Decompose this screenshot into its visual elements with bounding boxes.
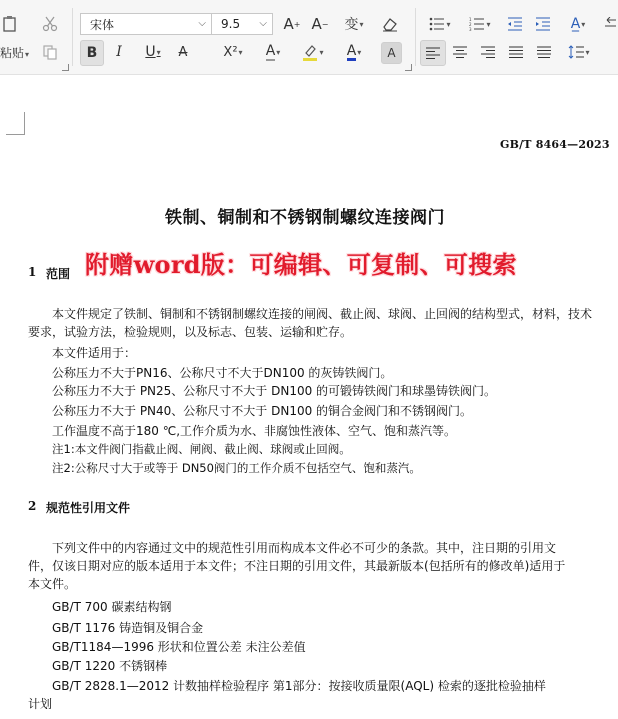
reference-item: GB/T 700 碳素结构钢	[52, 600, 172, 614]
cut-icon[interactable]	[38, 12, 62, 36]
scope-item: 公称压力不大于PN16、公称尺寸不大于DN100 的灰铸铁阀门。	[52, 366, 393, 380]
font-size-select[interactable]	[211, 13, 273, 35]
standard-number: GB/T 8464—2023	[500, 138, 610, 151]
text-direction-icon[interactable]	[602, 12, 618, 36]
chevron-down-icon: ▾	[156, 47, 161, 57]
numbering-icon	[469, 17, 485, 31]
align-right-button[interactable]	[476, 40, 500, 64]
chevron-down-icon: ▾	[276, 47, 281, 57]
superscript-label: X²	[223, 44, 238, 60]
svg-text:1: 1	[469, 17, 473, 22]
line-spacing-icon	[568, 45, 584, 59]
divider	[72, 8, 73, 66]
align-right-icon	[481, 46, 495, 58]
clear-format-button[interactable]	[378, 12, 402, 36]
font-color-label: A	[346, 42, 357, 59]
divider	[415, 8, 416, 66]
underline-label: U	[145, 44, 156, 60]
font-dialog-launcher[interactable]	[405, 64, 412, 71]
font-size-value: 9.5	[221, 17, 241, 31]
character-scale-button[interactable]: A̲ ▾	[570, 16, 586, 32]
distributed-align-button[interactable]	[532, 40, 556, 64]
font-name-select[interactable]	[80, 13, 212, 35]
chevron-down-icon: ▾	[238, 47, 243, 57]
italic-button[interactable]	[108, 40, 130, 64]
section-1-para-line: 本文件规定了铁制、铜制和不锈钢制螺纹连接的闸阀、截止阀、球阀、止回阀的结构型式，材料，技术	[52, 307, 593, 321]
text-effect-button[interactable]: A ▾	[265, 43, 281, 59]
char-shading-label: A	[387, 46, 396, 60]
bullets-icon	[429, 17, 445, 31]
ribbon-toolbar	[0, 0, 618, 75]
section-2-number: 2	[28, 499, 37, 513]
char-shading-button[interactable]	[381, 42, 402, 64]
underline-button[interactable]	[138, 40, 168, 64]
increase-indent-button[interactable]	[532, 12, 554, 36]
chevron-down-icon: ⌵	[259, 18, 267, 29]
phonetic-label: 变	[344, 17, 359, 33]
font-name-value: 宋体	[90, 17, 115, 32]
paste-icon[interactable]	[0, 12, 20, 36]
reference-item: GB/T 2828.1—2012 计数抽样检验程序 第1部分：按接收质量限(AQL) 检索的逐批检验抽样	[52, 679, 546, 693]
justify-icon	[509, 46, 523, 58]
phonetic-guide-button[interactable]	[337, 12, 371, 36]
shrink-font-button[interactable]: A −	[311, 15, 329, 33]
justify-button[interactable]	[504, 40, 528, 64]
line-spacing-button[interactable]	[562, 40, 596, 64]
grow-font-button[interactable]: A +	[283, 15, 301, 33]
highlight-button[interactable]	[296, 40, 330, 64]
note-2: 注2:公称尺寸大于或等于 DN50阀门的工作介质不包括空气、饱和蒸汽。	[52, 461, 421, 475]
reference-item-continuation: 计划	[28, 697, 53, 711]
reference-item: GB/T 1220 不锈钢棒	[52, 659, 168, 673]
note-1: 注1:本文件阀门指截止阀、闸阀、截止阀、球阀或止回阀。	[52, 442, 351, 456]
align-center-icon	[453, 46, 467, 58]
promo-banner: 附赠word版：可编辑、可复制、可搜索	[85, 250, 517, 279]
align-left-icon	[426, 47, 440, 59]
indent-icon	[535, 17, 551, 31]
decrease-indent-button[interactable]	[504, 12, 526, 36]
svg-text:3: 3	[469, 27, 473, 31]
strikethrough-button[interactable]: A	[178, 44, 188, 60]
copy-icon[interactable]	[38, 40, 62, 64]
section-1-number: 1	[28, 265, 37, 279]
paste-label: 粘贴	[0, 46, 25, 60]
eraser-icon	[382, 16, 398, 32]
chevron-down-icon: ▾	[581, 19, 586, 29]
chevron-down-icon: ⌵	[198, 18, 206, 29]
scope-item: 公称压力不大于 PN25、公称尺寸不大于 DN100 的可锻铸铁阀门和球墨铸铁阀门。	[52, 384, 497, 398]
section-2-heading: 规范性引用文件	[46, 501, 131, 515]
section-2-para-line: 下列文件中的内容通过文中的规范性引用而构成本文件必不可少的条款。其中，注日期的引用文	[52, 541, 557, 555]
chevron-down-icon: ▾	[585, 47, 590, 57]
reference-item: GB/T 1176 铸造铜及铜合金	[52, 621, 204, 635]
applies-label: 本文件适用于：	[52, 346, 137, 360]
scope-item: 公称压力不大于 PN40、公称尺寸不大于 DN100 的铜合金阀门和不锈钢阀门。	[52, 404, 473, 418]
italic-label: I	[116, 44, 122, 60]
outdent-icon	[507, 17, 523, 31]
margin-corner-marker	[6, 112, 25, 135]
chevron-down-icon: ▾	[357, 47, 362, 57]
section-2-para-line: 件，仅该日期对应的版本适用于本文件；不注日期的引用文件，其最新版本(包括所有的修改单)适用于	[28, 559, 566, 573]
chevron-down-icon: ▾	[446, 19, 451, 29]
distribute-icon	[537, 46, 551, 58]
chevron-down-icon: ▾	[359, 19, 364, 29]
section-1-heading: 范围	[46, 267, 71, 281]
document-title: 铁制、铜制和不锈钢制螺纹连接阀门	[165, 208, 445, 228]
svg-text:2: 2	[469, 22, 473, 27]
clipboard-dialog-launcher[interactable]	[62, 64, 69, 71]
align-center-button[interactable]	[448, 40, 472, 64]
bold-label: B	[86, 45, 98, 61]
font-color-button[interactable]	[337, 40, 371, 64]
align-left-button[interactable]	[420, 40, 446, 66]
bullet-list-button[interactable]	[423, 12, 457, 36]
section-1-para-line: 要求，试验方法，检验规则，以及标志、包装、运输和贮存。	[28, 325, 353, 339]
highlighter-icon	[302, 43, 318, 61]
chevron-down-icon: ▾	[25, 50, 30, 59]
bold-button[interactable]	[80, 40, 104, 66]
chevron-down-icon: ▾	[486, 19, 491, 29]
scope-item: 工作温度不高于180 ℃,工作介质为水、非腐蚀性液体、空气、饱和蒸汽等。	[52, 424, 457, 438]
reference-item: GB/T1184—1996 形状和位置公差 未注公差值	[52, 640, 306, 654]
superscript-button[interactable]	[218, 40, 248, 64]
numbered-list-button[interactable]	[463, 12, 497, 36]
chevron-down-icon: ▾	[319, 47, 324, 57]
section-2-para-line: 本文件。	[28, 577, 77, 591]
paste-button[interactable]	[0, 44, 29, 61]
